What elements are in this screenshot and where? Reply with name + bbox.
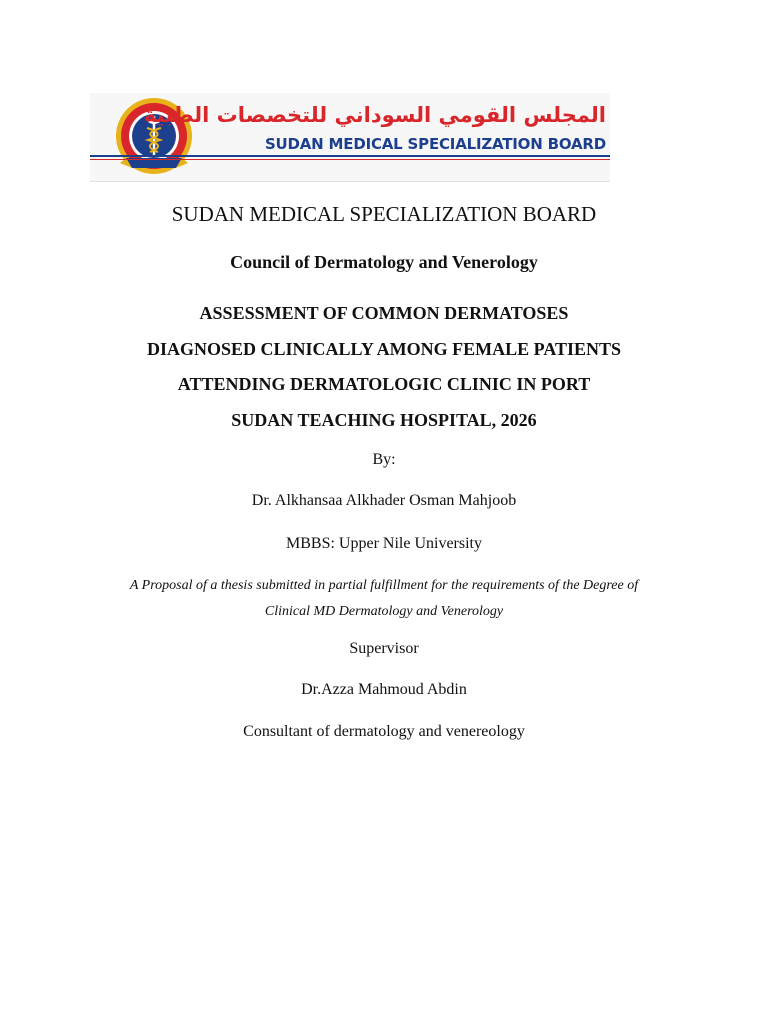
header-banner xyxy=(90,93,610,182)
proposal-statement xyxy=(0,573,768,625)
proposal-line: A Proposal of a thesis submitted in partial fulfillment for the requirements of the Degree of xyxy=(129,578,639,593)
board-title: SUDAN MEDICAL SPECIALIZATION BOARD xyxy=(171,202,597,226)
banner-rule-red xyxy=(90,159,610,160)
banner-arabic-name: المجلس القومي السوداني للتخصصات الطبية xyxy=(143,103,606,127)
by-label: By: xyxy=(372,451,396,468)
council-name: Council of Dermatology and Venerology xyxy=(230,252,538,272)
thesis-title-line: ATTENDING DERMATOLOGIC CLINIC IN PORT xyxy=(177,374,591,394)
author-name: Dr. Alkhansaa Alkhader Osman Mahjoob xyxy=(251,492,517,509)
supervisor-label: Supervisor xyxy=(349,640,419,657)
thesis-title-line: SUDAN TEACHING HOSPITAL, 2026 xyxy=(231,409,537,430)
supervisor-name: Dr.Azza Mahmoud Abdin xyxy=(301,681,467,698)
supervisor-title: Consultant of dermatology and venereology xyxy=(243,723,525,740)
thesis-title-line: DIAGNOSED CLINICALLY AMONG FEMALE PATIENTS xyxy=(146,338,622,359)
author-degree: MBBS: Upper Nile University xyxy=(286,535,482,552)
banner-rule-blue xyxy=(90,155,610,157)
proposal-line: Clinical MD Dermatology and Venerology xyxy=(264,604,504,619)
banner-english-name: SUDAN MEDICAL SPECIALIZATION BOARD xyxy=(264,135,606,153)
thesis-title-line: ASSESSMENT OF COMMON DERMATOSES xyxy=(199,303,569,323)
thesis-title xyxy=(0,296,768,438)
